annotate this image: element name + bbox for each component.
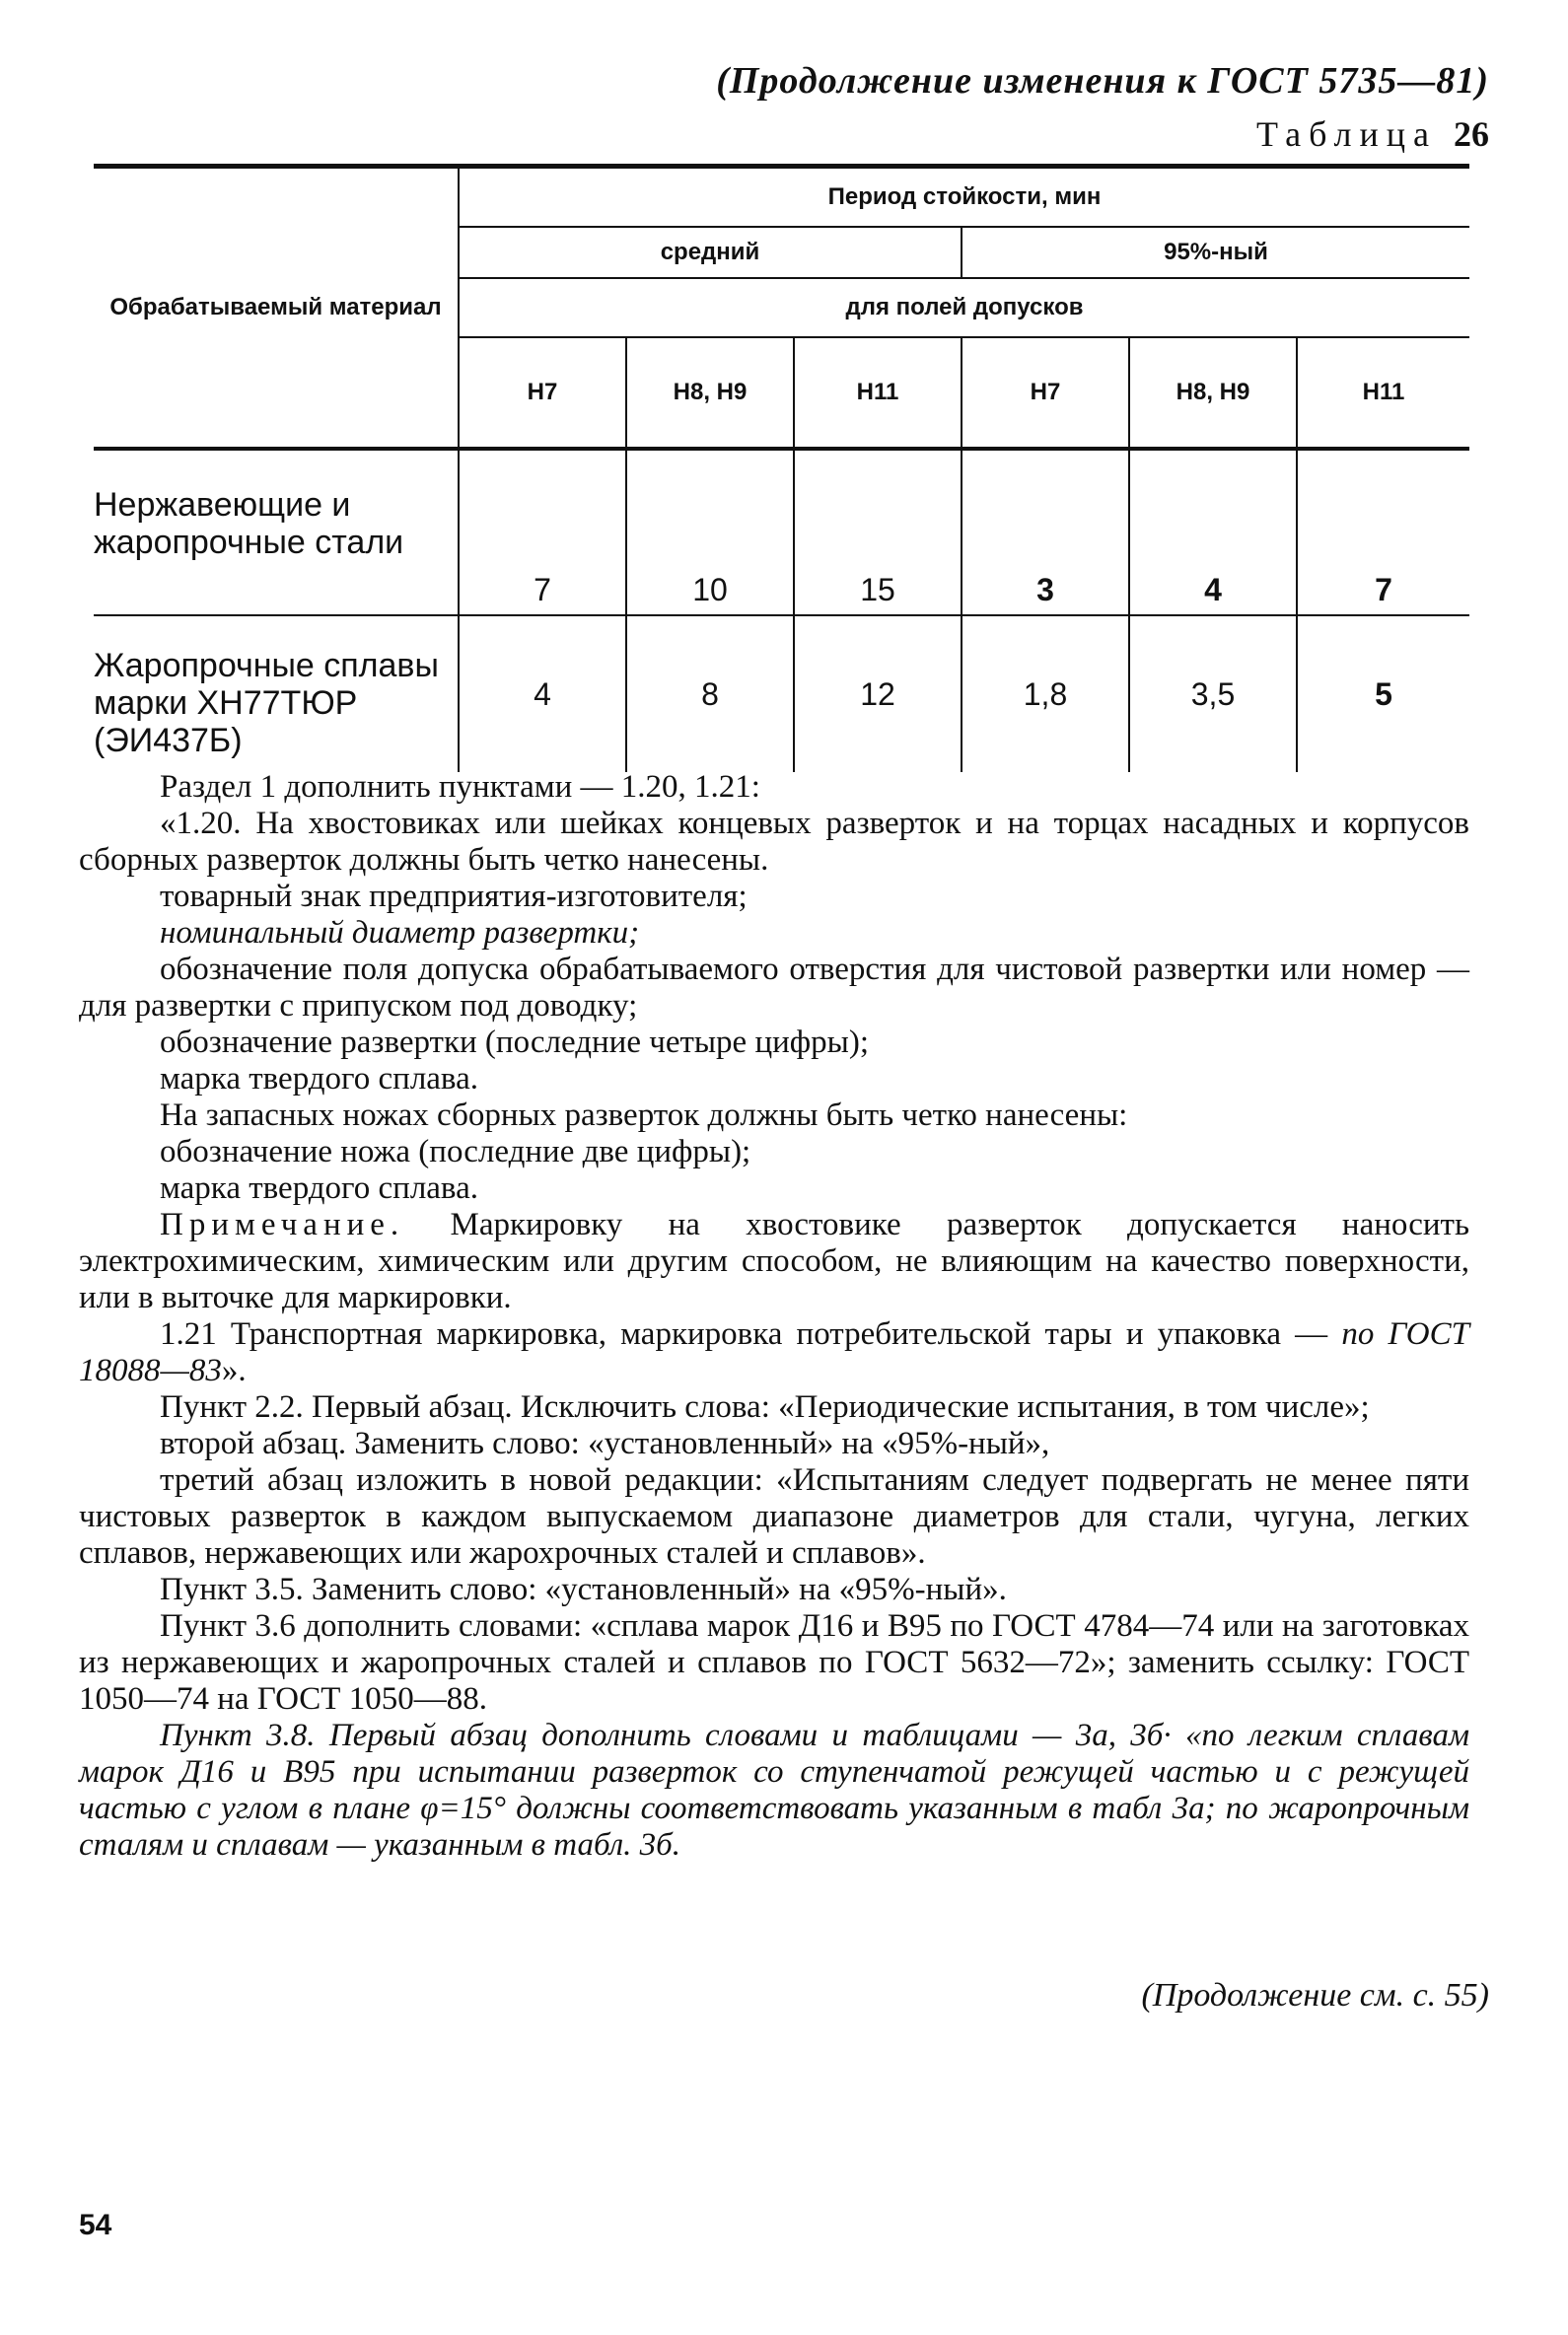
paragraph [79, 1316, 1469, 1389]
material-cell: Жаропрочные сплавы марки ХН77ТЮР (ЭИ437Б) [94, 647, 439, 759]
continuation-header: (Продолжение изменения к ГОСТ 5735—81) [716, 60, 1489, 102]
paragraph: марка твердого сплава. [160, 1061, 478, 1097]
tool-life-header: Период стойкости, мин [459, 167, 1469, 228]
table-caption [1256, 113, 1489, 155]
paragraph: второй абзац. Заменить слово: «установленный» на «95%-ный», [160, 1426, 1050, 1461]
value-cell: 3,5 [1129, 615, 1297, 772]
tolerance-header: для полей допусков [459, 278, 1469, 337]
value-cell: 7 [1297, 449, 1469, 615]
value-cell: 4 [459, 615, 626, 772]
column-header: H8, H9 [626, 337, 794, 449]
note-text: Маркировку на хвостовике разверток допускается наносить электрохимическим, химическим или другим способом, не влияющим на качество поверхности, или в выточке для маркировки. [79, 1207, 1469, 1315]
tool-life-table [94, 164, 1469, 772]
paragraph: Пункт 2.2. Первый абзац. Исключить слова: «Периодические испытания, в том числе»; [160, 1389, 1370, 1425]
percentile-header: 95%-ный [962, 227, 1469, 278]
paragraph: обозначение развертки (последние четыре цифры); [160, 1025, 869, 1060]
column-header: H11 [1297, 337, 1469, 449]
value-cell: 10 [626, 449, 794, 615]
note-label: Примечание. [160, 1207, 405, 1242]
paragraph: На запасных ножах сборных разверток должны быть четко нанесены: [160, 1097, 1128, 1133]
continuation-footer: (Продолжение см. с. 55) [1141, 1977, 1489, 2014]
table-row [94, 615, 1469, 772]
material-cell: Нержавеющие и жаропрочные стали [94, 449, 459, 615]
paragraph: «1.20. На хвостовиках или шейках концевых разверток и на торцах насадных и корпусов сборных разверток должны быть четко нанесены. [79, 806, 1469, 878]
paragraph: товарный знак предприятия-изготовителя; [160, 879, 748, 914]
value-cell: 7 [459, 449, 626, 615]
column-header: H7 [459, 337, 626, 449]
table-caption-number: 26 [1454, 114, 1489, 154]
paragraph-text: ». [221, 1353, 247, 1388]
paragraph: обозначение ножа (последние две цифры); [160, 1134, 751, 1169]
value-cell: 3 [962, 449, 1129, 615]
value-cell: 5 [1297, 615, 1469, 772]
table-row [94, 449, 1469, 615]
material-column-header: Обрабатываемый материал [94, 167, 459, 450]
column-header: H11 [794, 337, 962, 449]
paragraph: Пункт 3.8. Первый абзац дополнить словами и таблицами — 3а, 3б· «по легким сплавам марок Д16 и В95 при испытании разверток со ступенчатой режущей частью и с режущей частью с углом в плане φ=15° должны соответствовать указанным в табл 3а; по жаропрочным сталям и сплавам — указанным в табл. 3б. [79, 1718, 1469, 1863]
paragraph: обозначение поля допуска обрабатываемого отверстия для чистовой развертки или номер — для развертки с припуском под доводку; [79, 952, 1469, 1024]
paragraph: марка твердого сплава. [160, 1170, 478, 1206]
paragraph: третий абзац изложить в новой редакции: «Испытаниям следует подвергать не менее пяти чистовых разверток в каждом выпускаемом диапазоне диаметров для стали, чугуна, легких сплавов, нержавеющих или жарохрочных сталей и сплавов». [79, 1462, 1469, 1571]
value-cell: 4 [1129, 449, 1297, 615]
page-number: 54 [79, 2209, 112, 2241]
document-body [79, 769, 1469, 1864]
mean-header: средний [459, 227, 962, 278]
paragraph: Пункт 3.5. Заменить слово: «установленный» на «95%-ный». [160, 1572, 1007, 1607]
value-cell: 8 [626, 615, 794, 772]
table-caption-label: Таблица [1256, 114, 1437, 154]
column-header: H7 [962, 337, 1129, 449]
paragraph: номинальный диаметр развертки; [160, 915, 640, 951]
value-cell: 1,8 [962, 615, 1129, 772]
value-cell: 12 [794, 615, 962, 772]
gost-reference: по ГОСТ 18088—83 [79, 1316, 1469, 1388]
note-paragraph [79, 1207, 1469, 1316]
column-header: H8, H9 [1129, 337, 1297, 449]
paragraph: Пункт 3.6 дополнить словами: «сплава марок Д16 и В95 по ГОСТ 4784—74 или на заготовках из нержавеющих и жаропрочных сталей и сплавов по ГОСТ 5632—72»; заменить ссылку: ГОСТ 1050—74 на ГОСТ 1050—88. [79, 1608, 1469, 1717]
value-cell: 15 [794, 449, 962, 615]
paragraph: Раздел 1 дополнить пунктами — 1.20, 1.21: [160, 769, 760, 805]
paragraph-text: 1.21 Транспортная маркировка, маркировка потребительской тары и упаковка — [160, 1316, 1342, 1352]
